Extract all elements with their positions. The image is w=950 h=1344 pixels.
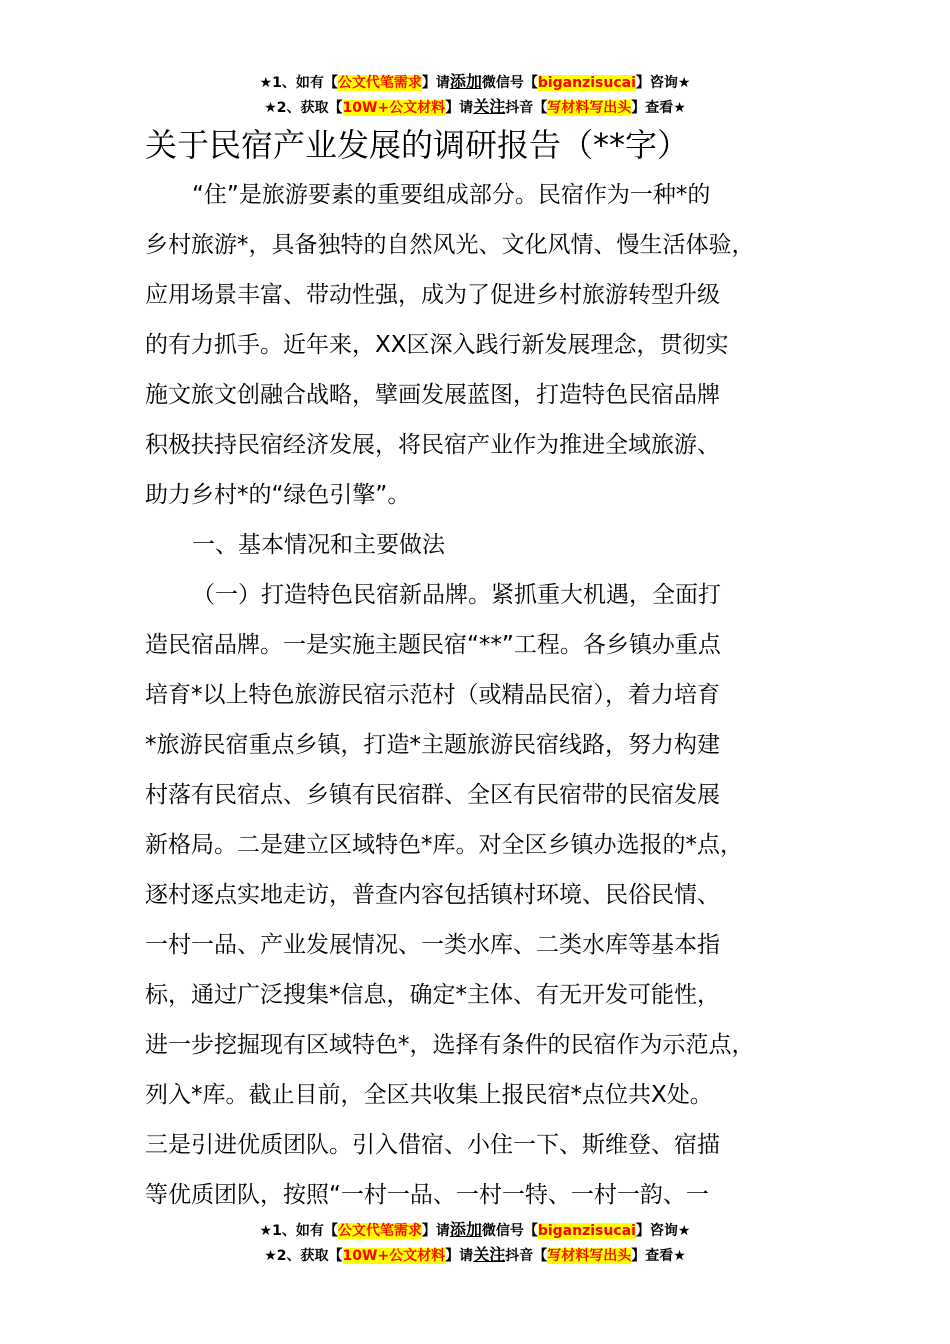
text-line: 新格局。二是建立区域特色*库。对全区乡镇办选报的*点， xyxy=(145,832,743,858)
top-promo-banner xyxy=(0,70,950,120)
promo-seg: ★1、如有【 xyxy=(259,75,338,91)
text-line: 造民宿品牌。一是实施主题民宿“**”工程。各乡镇办重点 xyxy=(145,632,721,658)
promo-seg: 】请 xyxy=(421,1223,450,1239)
promo-highlight: biganzisucai xyxy=(537,75,636,91)
promo-highlight: 10W+公文材料 xyxy=(342,100,446,116)
promo-seg: 】请 xyxy=(445,1248,474,1264)
document-title: 关于民宿产业发展的调研报告（**字） xyxy=(145,126,690,164)
promo-highlight: 公文代笔需求 xyxy=(337,1223,422,1239)
text-line: 标，通过广泛搜集*信息，确定*主体、有无开发可能性， xyxy=(145,982,720,1008)
text-line: 一、基本情况和主要做法 xyxy=(192,532,445,558)
text-line: 村落有民宿点、乡镇有民宿群、全区有民宿带的民宿发展 xyxy=(145,782,720,808)
promo-seg: 】查看★ xyxy=(631,100,686,116)
text-line: （一）打造特色民宿新品牌。紧抓重大机遇，全面打 xyxy=(192,582,721,608)
promo-highlight: 公文代笔需求 xyxy=(337,75,422,91)
text-line: 逐村逐点实地走访，普查内容包括镇村环境、民俗民情、 xyxy=(145,882,720,908)
text-line: “住”是旅游要素的重要组成部分。民宿作为一种*的 xyxy=(192,182,711,208)
promo-seg: 】请 xyxy=(445,100,474,116)
promo-seg: 】请 xyxy=(421,75,450,91)
text-line: 三是引进优质团队。引入借宿、小住一下、斯维登、宿描 xyxy=(145,1132,720,1158)
text-line: 施文旅文创融合战略，擘画发展蓝图，打造特色民宿品牌 xyxy=(145,382,720,408)
promo-seg: ★2、获取【 xyxy=(264,1248,343,1264)
promo-emphasis: 关注 xyxy=(473,97,506,116)
promo-emphasis: 关注 xyxy=(473,1245,506,1264)
text-line: 应用场景丰富、带动性强，成为了促进乡村旅游转型升级 xyxy=(145,282,720,308)
promo-line-1 xyxy=(0,1218,950,1243)
promo-seg: ★2、获取【 xyxy=(264,100,343,116)
promo-highlight: 10W+公文材料 xyxy=(342,1248,446,1264)
promo-seg: 】咨询★ xyxy=(635,1223,691,1239)
document-body xyxy=(145,170,835,1220)
text-line: 的有力抓手。近年来，XX区深入践行新发展理念，贯彻实 xyxy=(145,332,729,358)
text-line: 培育*以上特色旅游民宿示范村（或精品民宿），着力培育 xyxy=(145,682,720,708)
text-line: 积极扶持民宿经济发展，将民宿产业作为推进全域旅游、 xyxy=(145,432,720,458)
promo-highlight: 写材料写出头 xyxy=(547,1248,632,1264)
text-line: *旅游民宿重点乡镇，打造*主题旅游民宿线路，努力构建 xyxy=(145,732,720,758)
text-line: 一村一品、产业发展情况、一类水库、二类水库等基本指 xyxy=(145,932,720,958)
promo-seg: 】咨询★ xyxy=(635,75,691,91)
promo-highlight: biganzisucai xyxy=(537,1223,636,1239)
promo-emphasis: 添加 xyxy=(449,72,482,91)
promo-line-2 xyxy=(0,95,950,120)
promo-emphasis: 添加 xyxy=(449,1220,482,1239)
promo-seg: ★1、如有【 xyxy=(259,1223,338,1239)
text-line: 乡村旅游*，具备独特的自然风光、文化风情、慢生活体验， xyxy=(145,232,755,258)
promo-seg: 微信号【 xyxy=(481,1223,538,1239)
text-line: 助力乡村*的“绿色引擎”。 xyxy=(145,482,411,508)
promo-seg: 抖音【 xyxy=(505,1248,548,1264)
promo-highlight: 写材料写出头 xyxy=(547,100,632,116)
text-line: 列入*库。截止目前，全区共收集上报民宿*点位共X处。 xyxy=(145,1082,713,1108)
promo-line-1 xyxy=(0,70,950,95)
promo-seg: 微信号【 xyxy=(481,75,538,91)
text-line: 等优质团队，按照“一村一品、一村一特、一村一韵、一 xyxy=(145,1182,709,1208)
promo-seg: 抖音【 xyxy=(505,100,548,116)
text-line: 进一步挖掘现有区域特色*，选择有条件的民宿作为示范点， xyxy=(145,1032,755,1058)
promo-line-2 xyxy=(0,1243,950,1268)
promo-seg: 】查看★ xyxy=(631,1248,686,1264)
bottom-promo-banner xyxy=(0,1218,950,1268)
